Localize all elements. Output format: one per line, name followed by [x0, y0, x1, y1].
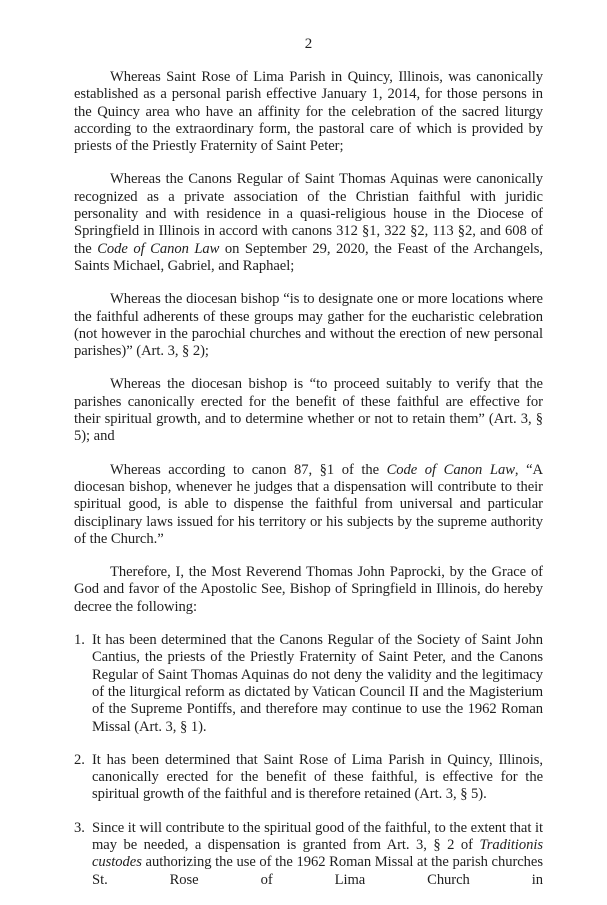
- page-number: 2: [304, 36, 313, 52]
- whereas-paragraph-canons-regular: [74, 171, 543, 275]
- decree-item-text: It has been determined that Saint Rose of Lima Parish in Quincy, Illinois, canonically erected for the benefit of these faithful, is effective for the spiritual growth of the faithful and is therefore retained (Art. 3, § 5).: [92, 751, 543, 803]
- whereas-paragraph-parish-establishment: Whereas Saint Rose of Lima Parish in Quincy, Illinois, was canonically established as a personal parish effective January 1, 2014, for those persons in the Quincy area who have an affinity for the celebration of the sacred liturgy according to the extraordinary form, the pastoral care of which is provided by priests of the Priestly Fraternity of Saint Peter;: [74, 69, 543, 155]
- code-of-canon-law-title: Code of Canon Law: [386, 461, 515, 478]
- decree-item-2: [74, 752, 543, 804]
- decree-item-text: authorizing the use of the 1962 Roman Missal at the parish churches St. Rose of Lima Church in: [92, 854, 543, 888]
- decree-item-text: Since it will contribute to the spiritual good of the faithful, to the extent that it may be needed, a dispensation is granted from Art. 3, § 2 of: [92, 819, 543, 853]
- decree-item-text: It has been determined that the Canons Regular of the Society of Saint John Cantius, the priests of the Priestly Fraternity of Saint Peter, and the Canons Regular of Saint Thomas Aquinas do not deny the validity and the legitimacy of the liturgical reform as dictated by Vatican Council II and the Magisterium of the Supreme Pontiffs, and therefore may continue to use the 1962 Roman Missal (Art. 3, § 1).: [92, 632, 543, 735]
- whereas-paragraph-verify-parishes: Whereas the diocesan bishop is “to proceed suitably to verify that the parishes canonically erected for the benefit of these faithful are effective for their spiritual growth, and to determine whether or not to retain them” (Art. 3, § 5); and: [74, 376, 543, 445]
- paragraph-text: Whereas according to canon 87, §1 of the: [110, 461, 387, 478]
- decree-item-number: 1.: [74, 632, 85, 649]
- paragraph-text: Whereas the Canons Regular of Saint Thomas Aquinas were canonically recognized as a private association of the Christian faithful with juridic personality and with residence in a quasi-religious house in the Diocese of Springfield in Illinois in accord with canons 312 §1, 322 §2, 113 §2, and 608 of the: [74, 171, 543, 257]
- code-of-canon-law-title: Code of Canon Law: [97, 240, 220, 257]
- decree-list: [74, 632, 543, 889]
- decree-item-number: 3.: [74, 819, 85, 836]
- therefore-paragraph: Therefore, I, the Most Reverend Thomas John Paprocki, by the Grace of God and favor of the Apostolic See, Bishop of Springfield in Illinois, do hereby decree the following:: [74, 564, 543, 615]
- document-body: [74, 69, 543, 905]
- whereas-paragraph-canon-87: [74, 462, 543, 548]
- paragraph-text: , “A diocesan bishop, whenever he judges that a dispensation will contribute to their spiritual good, is able to dispense the faithful from universal and particular disciplinary laws issued for his territory or his subjects by the supreme authority of the Church.”: [74, 461, 543, 547]
- whereas-paragraph-designate-locations: Whereas the diocesan bishop “is to designate one or more locations where the faithful adherents of these groups may gather for the eucharistic celebration (not however in the parochial churches and without the erection of new personal parishes)” (Art. 3, § 2);: [74, 291, 543, 360]
- traditionis-custodes-title: Traditionis custodes: [92, 836, 543, 871]
- paragraph-text: on September 29, 2020, the Feast of the Archangels, Saints Michael, Gabriel, and Raphael;: [74, 240, 543, 274]
- decree-item-number: 2.: [74, 751, 85, 768]
- decree-item-3: [74, 820, 543, 889]
- decree-item-1: [74, 632, 543, 736]
